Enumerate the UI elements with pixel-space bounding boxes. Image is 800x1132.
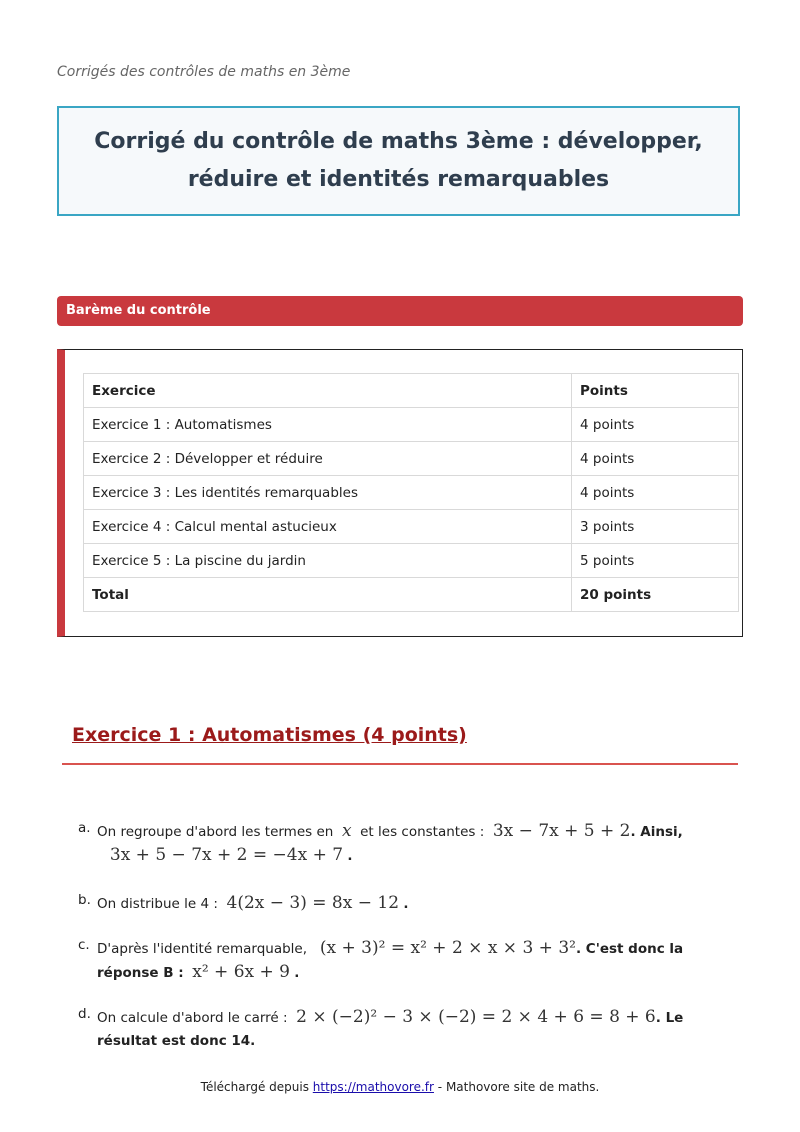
- answer-text: et les constantes :: [360, 824, 485, 840]
- heading-divider: [62, 763, 738, 765]
- math-expression: 4(2x − 3) = 8x − 12: [226, 893, 400, 913]
- page-title: Corrigé du contrôle de maths 3ème : développer, réduire et identités remarquables: [94, 129, 703, 192]
- math-expression: 3x − 7x + 5 + 2: [492, 821, 631, 841]
- math-variable: x: [341, 821, 352, 841]
- answer-item-b: [78, 892, 742, 916]
- answer-marker: d.: [78, 1006, 91, 1022]
- footer-site-link[interactable]: https://mathovore.fr: [312, 1080, 434, 1094]
- answer-item-c: [78, 937, 742, 985]
- points-cell: 4 points: [572, 408, 739, 442]
- math-expression: (x + 3)² = x² + 2 × x × 3 + 3²: [319, 938, 576, 958]
- answer-conclusion: . Ainsi,: [630, 824, 683, 840]
- answer-marker: a.: [78, 820, 91, 836]
- exercise-cell: Exercice 5 : La piscine du jardin: [84, 544, 572, 578]
- page-footer: [0, 1080, 800, 1094]
- answer-text: On distribue le 4 :: [97, 896, 218, 912]
- points-cell: 3 points: [572, 510, 739, 544]
- exercise-cell: Exercice 4 : Calcul mental astucieux: [84, 510, 572, 544]
- exercise-1-heading: Exercice 1 : Automatismes (4 points): [72, 724, 467, 746]
- answer-marker: c.: [78, 937, 90, 953]
- exercise-cell: Exercice 1 : Automatismes: [84, 408, 572, 442]
- exercise-cell: Exercice 2 : Développer et réduire: [84, 442, 572, 476]
- bareme-section-header: Barème du contrôle: [57, 296, 743, 326]
- points-cell: 4 points: [572, 476, 739, 510]
- answer-period: .: [403, 896, 409, 912]
- answer-text: On regroupe d'abord les termes en: [97, 824, 334, 840]
- answer-text: On calcule d'abord le carré :: [97, 1010, 288, 1026]
- answer-text: D'après l'identité remarquable,: [97, 941, 308, 957]
- answer-marker: b.: [78, 892, 91, 908]
- points-cell: 5 points: [572, 544, 739, 578]
- answer-period: .: [294, 965, 300, 981]
- answer-conclusion: . C'est donc la réponse B :: [97, 941, 684, 981]
- table-header-row: [84, 374, 739, 408]
- table-row: [84, 476, 739, 510]
- answer-item-d: [78, 1006, 742, 1053]
- answer-period: .: [347, 848, 353, 864]
- math-expression: 3x + 5 − 7x + 2 = −4x + 7: [109, 845, 344, 865]
- table-row: [84, 544, 739, 578]
- table-total-row: [84, 578, 739, 612]
- math-expression: 2 × (−2)² − 3 × (−2) = 2 × 4 + 6 = 8 + 6: [296, 1007, 656, 1027]
- column-header-exercice: Exercice: [84, 374, 572, 408]
- bareme-table: [83, 373, 739, 612]
- column-header-points: Points: [572, 374, 739, 408]
- page-title-box: [57, 106, 740, 216]
- answer-conclusion: . Le résultat est donc 14.: [97, 1010, 684, 1049]
- footer-prefix: Téléchargé depuis: [200, 1080, 309, 1094]
- total-label-cell: Total: [84, 578, 572, 612]
- table-row: [84, 510, 739, 544]
- exercise-cell: Exercice 3 : Les identités remarquables: [84, 476, 572, 510]
- table-row: [84, 408, 739, 442]
- bareme-box: [57, 349, 743, 637]
- total-points-cell: 20 points: [572, 578, 739, 612]
- points-cell: 4 points: [572, 442, 739, 476]
- table-row: [84, 442, 739, 476]
- answer-item-a: [78, 820, 742, 868]
- breadcrumb: Corrigés des contrôles de maths en 3ème: [57, 64, 351, 80]
- footer-suffix: - Mathovore site de maths.: [437, 1080, 600, 1094]
- math-expression: x² + 6x + 9: [192, 962, 290, 982]
